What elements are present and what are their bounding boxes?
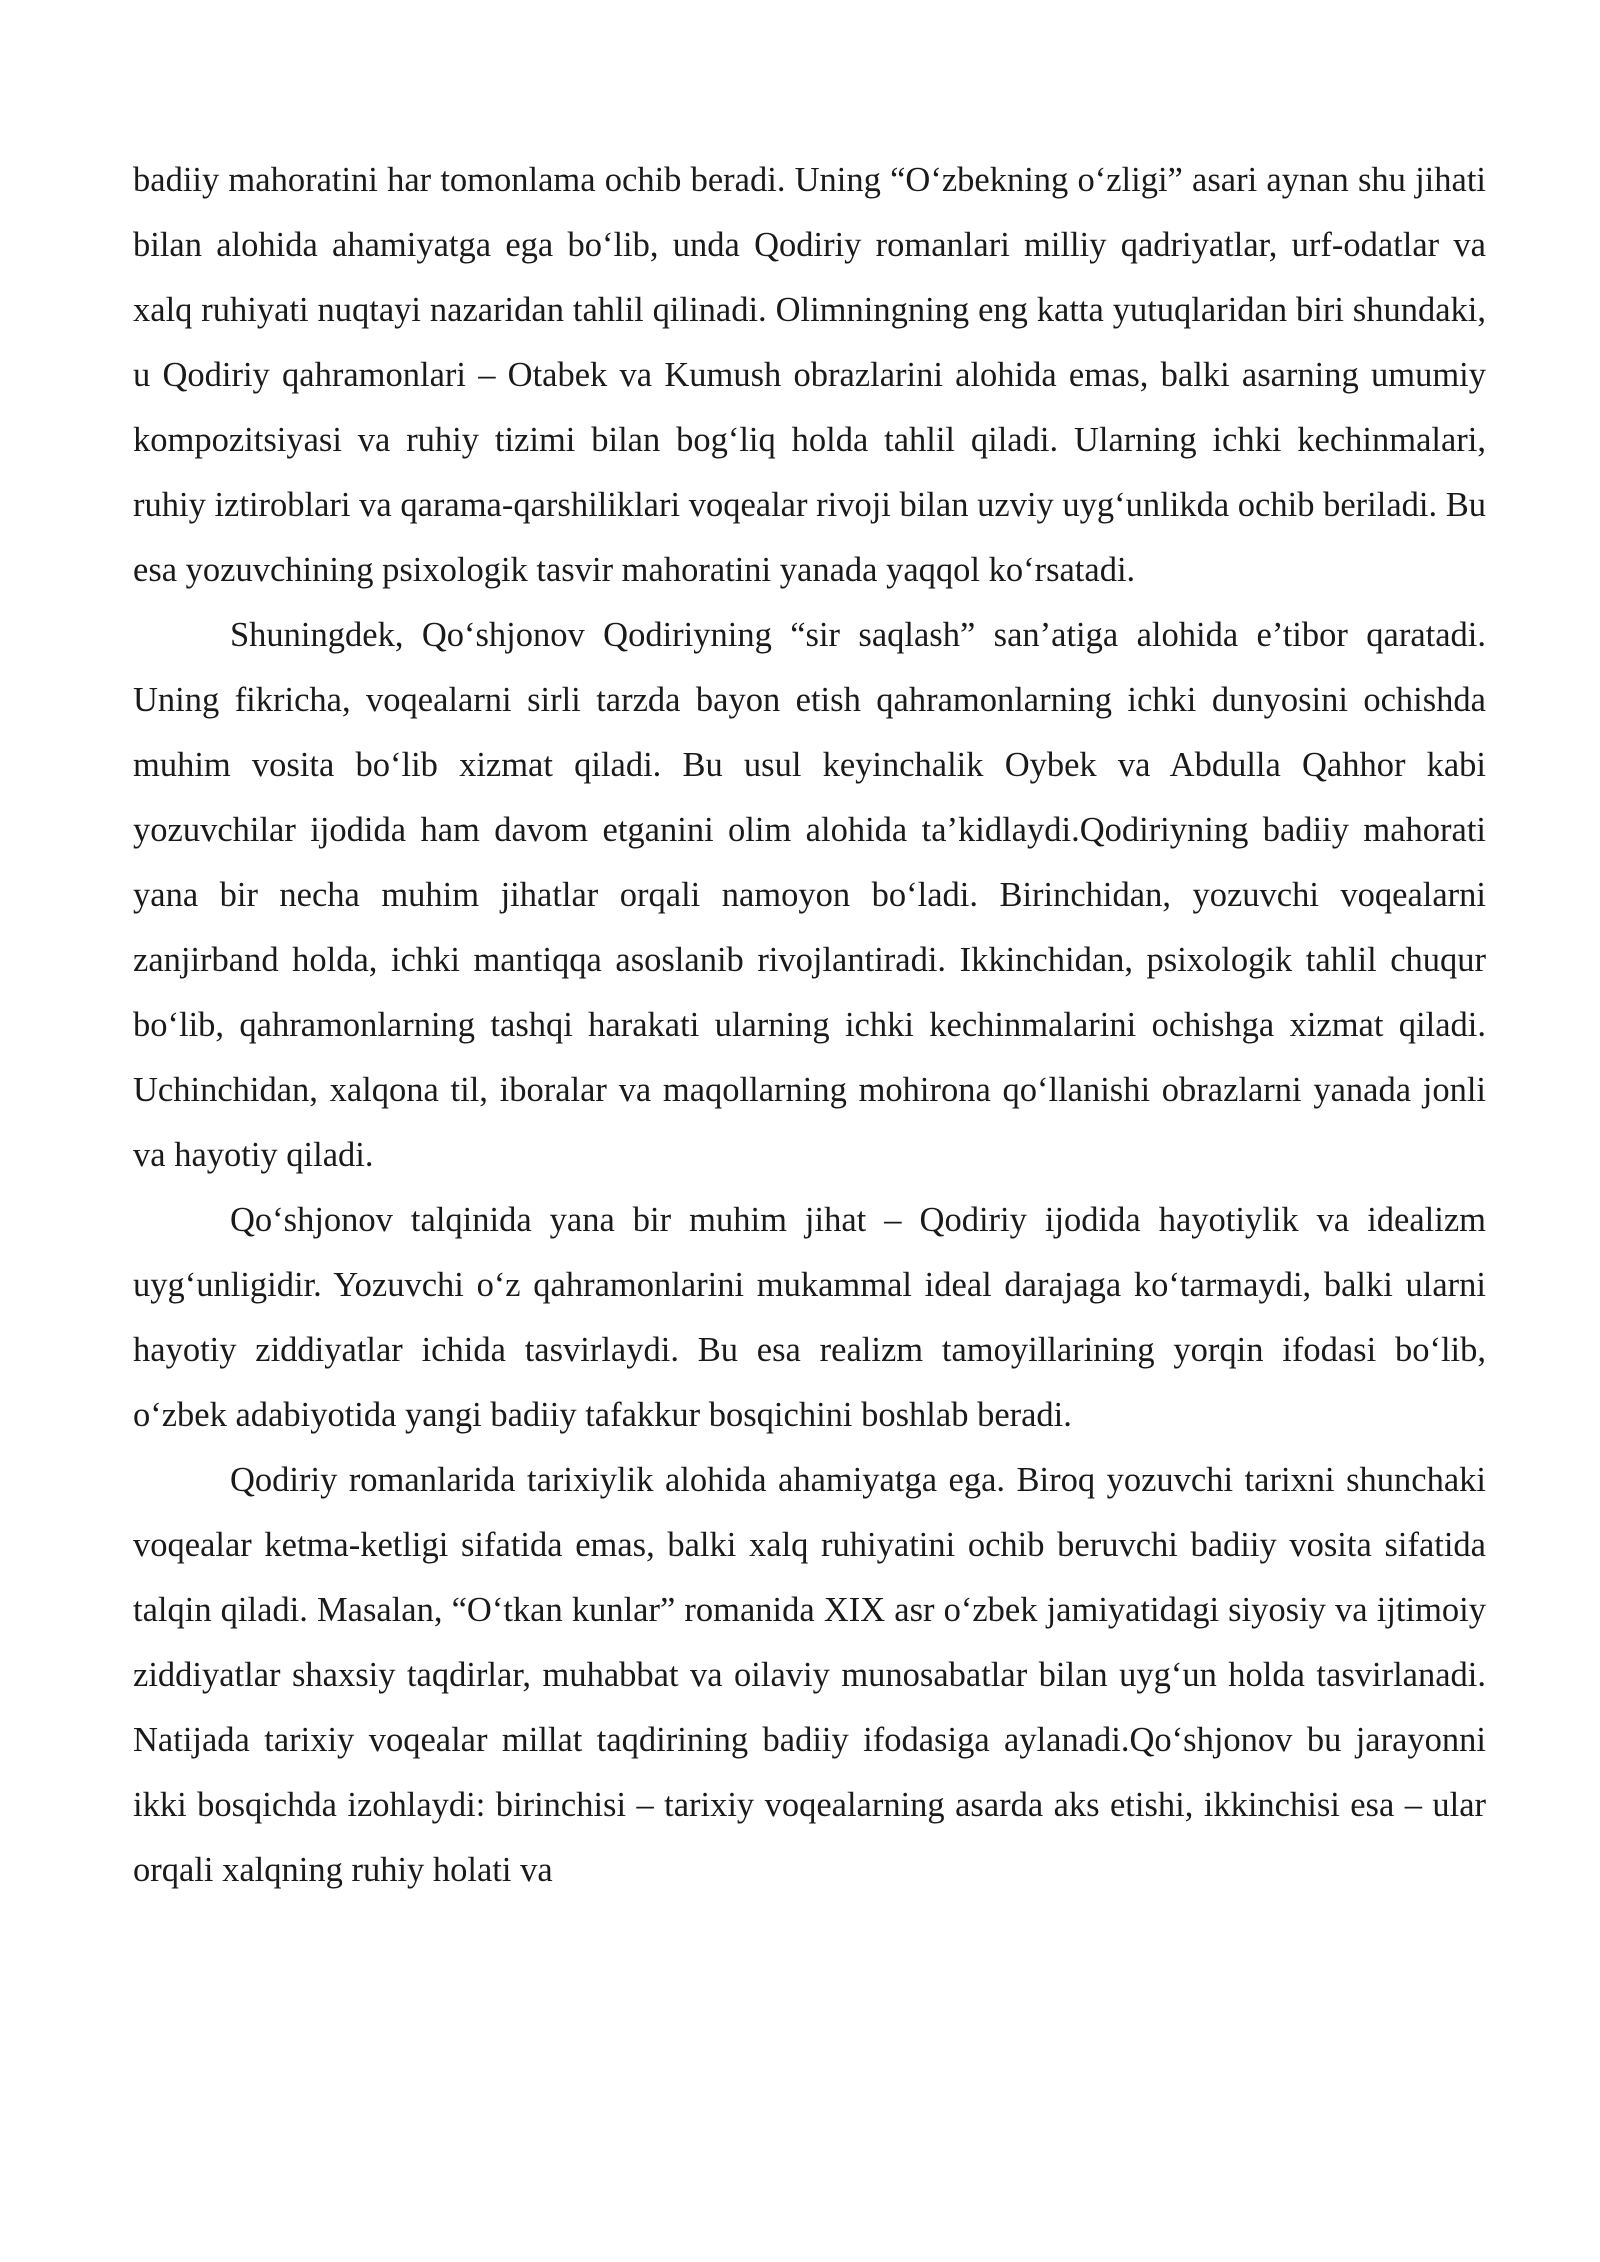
document-body [133, 148, 1486, 1903]
paragraph-4: Qodiriy romanlarida tarixiylik alohida ahamiyatga ega. Biroq yozuvchi tarixni shunchaki voqealar ketma-ketligi sifatida emas, balki xalq ruhiyatini ochib beruvchi badiiy vosita sifatida talqin qiladi. Masalan, “Oʻtkan kunlar” romanida XIX asr oʻzbek jamiyatidagi siyosiy va ijtimoiy ziddiyatlar shaxsiy taqdirlar, muhabbat va oilaviy munosabatlar bilan uygʻun holda tasvirlanadi. Natijada tarixiy voqealar millat taqdirining badiiy ifodasiga aylanadi.Qoʻshjonov bu jarayonni ikki bosqichda izohlaydi: birinchisi – tarixiy voqealarning asarda aks etishi, ikkinchisi esa – ular orqali xalqning ruhiy holati va [133, 1461, 1486, 1889]
paragraph-2: Shuningdek, Qoʻshjonov Qodiriyning “sir saqlash” san’atiga alohida e’tibor qaratadi. Uning fikricha, voqealarni sirli tarzda bayon etish qahramonlarning ichki dunyosini ochishda muhim vosita boʻlib xizmat qiladi. Bu usul keyinchalik Oybek va Abdulla Qahhor kabi yozuvchilar ijodida ham davom etganini olim alohida ta’kidlaydi.Qodiriyning badiiy mahorati yana bir necha muhim jihatlar orqali namoyon boʻladi. Birinchidan, yozuvchi voqealarni zanjirband holda, ichki mantiqqa asoslanib rivojlantiradi. Ikkinchidan, psixologik tahlil chuqur boʻlib, qahramonlarning tashqi harakati ularning ichki kechinmalarini ochishga xizmat qiladi. Uchinchidan, xalqona til, iboralar va maqollarning mohirona qoʻllanishi obrazlarni yanada jonli va hayotiy qiladi. [133, 616, 1486, 1174]
paragraph-3: Qoʻshjonov talqinida yana bir muhim jihat – Qodiriy ijodida hayotiylik va idealizm uygʻunligidir. Yozuvchi oʻz qahramonlarini mukammal ideal darajaga koʻtarmaydi, balki ularni hayotiy ziddiyatlar ichida tasvirlaydi. Bu esa realizm tamoyillarining yorqin ifodasi boʻlib, oʻzbek adabiyotida yangi badiiy tafakkur bosqichini boshlab beradi. [133, 1201, 1486, 1434]
paragraph-1: badiiy mahoratini har tomonlama ochib beradi. Uning “Oʻzbekning oʻzligi” asari aynan shu jihati bilan alohida ahamiyatga ega boʻlib, unda Qodiriy romanlari milliy qadriyatlar, urf-odatlar va xalq ruhiyati nuqtayi nazaridan tahlil qilinadi. Olimningning eng katta yutuqlaridan biri shundaki, u Qodiriy qahramonlari – Otabek va Kumush obrazlarini alohida emas, balki asarning umumiy kompozitsiyasi va ruhiy tizimi bilan bogʻliq holda tahlil qiladi. Ularning ichki kechinmalari, ruhiy iztiroblari va qarama-qarshiliklari voqealar rivoji bilan uzviy uygʻunlikda ochib beriladi. Bu esa yozuvchining psixologik tasvir mahoratini yanada yaqqol koʻrsatadi. [133, 161, 1486, 589]
